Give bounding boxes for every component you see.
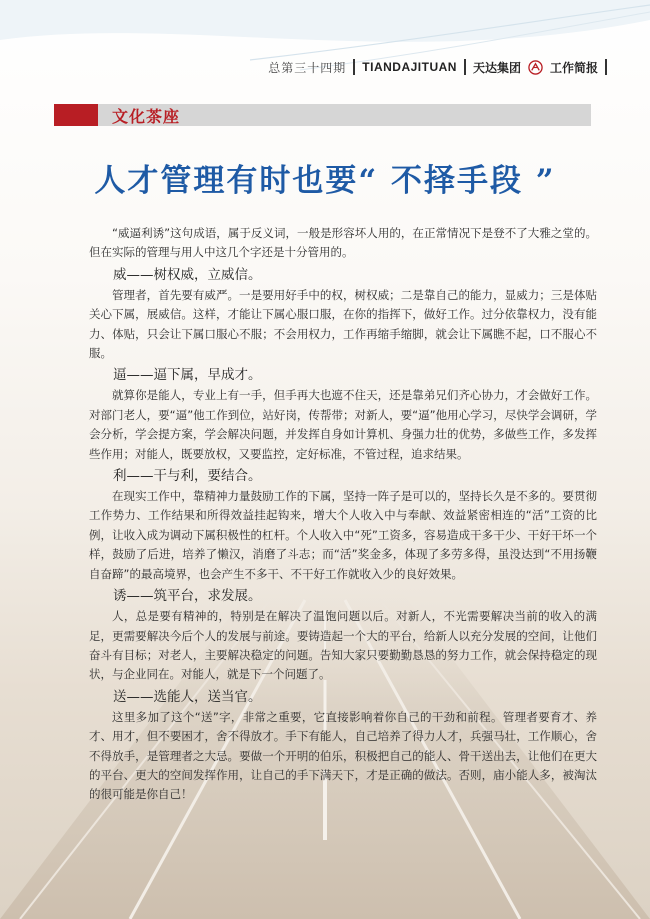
header-divider [605, 59, 607, 75]
header-divider [464, 59, 466, 75]
paragraph-you: 人，总是要有精神的，特别是在解决了温饱问题以后。对新人，不光需要解决当前的收入的满足，更需要解决今后个人的发展与前途。要铸造起一个大的平台，给新人以充分发展的空间，让他们奋斗有目标；对老人，主要解决稳定的问题。告知大家只要勤勤恳恳的努力工作，就会保持稳定的现状，与企业同在。对能人，就是下一个问题了。 [89, 609, 597, 682]
subsection-heading-li: 利——干与利，要结合。 [113, 468, 262, 485]
group-name: 天达集团 [472, 60, 521, 75]
paragraph-wei: 管理者，首先要有威严。一是要用好手中的权，树权威；二是靠自己的能力，显威力；三是体贴关心下属，展威信。这样，才能让下属心服口服，在你的指挥下，做好工作。过分依靠权力，没有能力、体贴，只会让下属口服心不服；不会用权力，工作再缩手缩脚，就会让下属瞧不起，口不服心不服。 [89, 287, 597, 361]
paragraph-song: 这里多加了这个“送”字，非常之重要，它直接影响着你自己的干劲和前程。管理者要育才、养才、用才，但不要困才，舍不得放才。手下有能人，自己培养了得力人才，兵强马壮，工作顺心，舍不得放手，是管理者之大忌。要做一个开明的伯乐，积极把自己的能人、骨干送出去，让他们在更大的平台、更大的空间发挥作用，让自己的手下满天下，才是正确的做法。否则，庙小能人多，被淘汰的很可能是你自己！ [89, 709, 597, 802]
section-title: 文化茶座 [112, 106, 181, 126]
subsection-heading-bi: 逼——逼下属，早成才。 [113, 367, 262, 384]
issue-number: 总第三十四期 [268, 60, 347, 75]
section-banner [54, 104, 591, 126]
article-body [89, 224, 597, 805]
paragraph-bi: 就算你是能人，专业上有一手，但手再大也遮不住天，还是靠弟兄们齐心协力，才会做好工作。对部门老人，要“逼”他工作到位，站好岗，传帮带；对新人，要“逼”他用心学习，尽快学会调研，学会分析，学会提方案，学会解决问题，并发挥自身如计算机、身强力壮的优势，多做些工作，多发挥些作用；对能人，既要放权，又要监控，定好标准，不管过程，追求结果。 [89, 388, 597, 461]
tianda-logo-icon [528, 60, 543, 75]
subsection-heading-you: 诱——筑平台，求发展。 [113, 588, 262, 605]
publication-name: 工作简报 [549, 60, 598, 75]
subsection-heading-song: 送——选能人，送当官。 [113, 688, 262, 705]
intro-paragraph: “威逼利诱”这句成语，属于反义词，一般是形容坏人用的，在正常情况下是登不了大雅之堂的。但在实际的管理与用人中这几个字还是十分管用的。 [89, 226, 597, 260]
page-header [268, 57, 607, 77]
brand-pinyin: TIANDAJITUAN [362, 60, 457, 74]
subsection-heading-wei: 威——树权威，立威信。 [113, 266, 262, 283]
section-accent-block [54, 104, 98, 126]
header-divider [353, 59, 355, 75]
paragraph-li: 在现实工作中，靠精神力量鼓励工作的下属，坚持一阵子是可以的，坚持长久是不多的。要贯彻工作势力、工作结果和所得效益挂起钩来，增大个人收入中与奉献、效益紧密相连的“活”工资的比例，让收入成为调动下属积极性的杠杆。个人收入中“死”工资多，容易造成干多干少、干好干坏一个样，鼓励了后进，培养了懒汉，消磨了斗志；而“活”奖金多，体现了多劳多得，虽没达到“不用扬鞭自奋蹄”的最高境界，也会产生不多干、不干好工作就收入少的良好效果。 [89, 489, 597, 581]
article-title: 人才管理有时也要“ 不择手段 ” [94, 163, 556, 199]
